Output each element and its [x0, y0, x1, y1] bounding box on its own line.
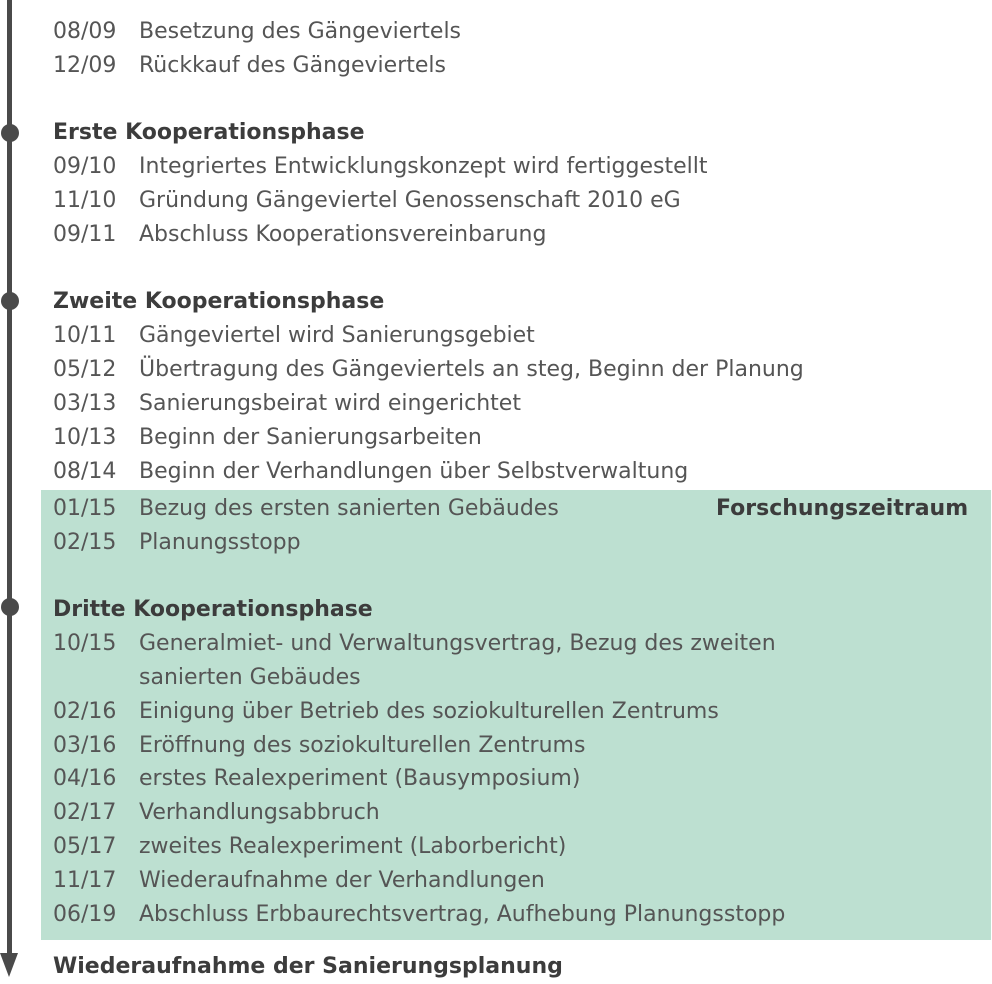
phase-marker-dritte [1, 598, 19, 616]
event-date: 10/11 [53, 323, 117, 348]
event-date: 06/19 [53, 902, 117, 927]
event-date: 09/10 [53, 154, 117, 179]
phase-marker-erste [1, 124, 19, 142]
event-date: 08/09 [53, 19, 117, 44]
timeline-event [53, 49, 446, 83]
event-date: 05/17 [53, 834, 117, 859]
event-text: sanierten Gebäudes [139, 665, 361, 690]
timeline-event [53, 830, 566, 864]
timeline-event [53, 864, 545, 898]
timeline-event [53, 455, 688, 489]
event-text: Rückkauf des Gängeviertels [139, 53, 446, 78]
timeline-event [53, 15, 461, 49]
final-heading: Wiederaufnahme der Sanierungsplanung [53, 954, 563, 979]
event-text: Beginn der Sanierungsarbeiten [139, 425, 482, 450]
phase-heading-dritte: Dritte Kooperationsphase [53, 597, 373, 622]
timeline-event [53, 421, 482, 455]
event-date: 04/16 [53, 766, 117, 791]
event-text: Planungsstopp [139, 530, 301, 555]
timeline-event [53, 526, 301, 560]
event-date: 02/15 [53, 530, 117, 555]
event-text: Eröffnung des soziokulturellen Zentrums [139, 733, 586, 758]
timeline-arrow-icon [0, 953, 18, 977]
timeline-event [53, 627, 776, 661]
timeline-axis [7, 0, 12, 955]
timeline-event [53, 353, 804, 387]
timeline-event [53, 218, 546, 252]
event-text: Generalmiet- und Verwaltungsvertrag, Bezug des zweiten [139, 631, 776, 656]
timeline-event [53, 387, 521, 421]
event-text: Besetzung des Gängeviertels [139, 19, 462, 44]
event-text: Gängeviertel wird Sanierungsgebiet [139, 323, 535, 348]
event-date: 09/11 [53, 222, 117, 247]
timeline-event [53, 796, 380, 830]
event-date: 11/10 [53, 188, 117, 213]
event-text: Gründung Gängeviertel Genossenschaft 2010 eG [139, 188, 681, 213]
event-date: 02/16 [53, 699, 117, 724]
event-date: 01/15 [53, 496, 117, 521]
event-date: 12/09 [53, 53, 117, 78]
event-text: Wiederaufnahme der Verhandlungen [139, 868, 545, 893]
timeline-event [53, 184, 681, 218]
event-text: Integriertes Entwicklungskonzept wird fertiggestellt [139, 154, 708, 179]
event-date: 10/13 [53, 425, 117, 450]
event-text: Sanierungsbeirat wird eingerichtet [139, 391, 521, 416]
phase-heading-erste: Erste Kooperationsphase [53, 120, 365, 145]
event-text: Abschluss Erbbaurechtsvertrag, Aufhebung Planungsstopp [139, 902, 786, 927]
event-date: 03/13 [53, 391, 117, 416]
event-text: Bezug des ersten sanierten Gebäudes [139, 496, 559, 521]
timeline-event [53, 898, 785, 932]
event-date: 11/17 [53, 868, 117, 893]
timeline-event-continuation [53, 661, 361, 695]
event-text: Beginn der Verhandlungen über Selbstverwaltung [139, 459, 689, 484]
timeline-event [53, 150, 708, 184]
event-text: Abschluss Kooperationsvereinbarung [139, 222, 547, 247]
research-period-label: Forschungszeitraum [716, 496, 969, 521]
timeline-event [53, 695, 719, 729]
event-date: 10/15 [53, 631, 117, 656]
timeline-event [53, 492, 559, 526]
event-date: 05/12 [53, 357, 117, 382]
event-text: Einigung über Betrieb des soziokulturellen Zentrums [139, 699, 719, 724]
event-date: 02/17 [53, 800, 117, 825]
timeline-event [53, 762, 580, 796]
phase-heading-zweite: Zweite Kooperationsphase [53, 289, 385, 314]
event-text: Verhandlungsabbruch [139, 800, 380, 825]
event-date: 03/16 [53, 733, 117, 758]
event-date: 08/14 [53, 459, 117, 484]
event-text: zweites Realexperiment (Laborbericht) [139, 834, 567, 859]
event-text: Übertragung des Gängeviertels an steg, Beginn der Planung [139, 357, 804, 382]
timeline-event [53, 319, 535, 353]
event-text: erstes Realexperiment (Bausymposium) [139, 766, 581, 791]
timeline-event [53, 729, 585, 763]
phase-marker-zweite [1, 292, 19, 310]
